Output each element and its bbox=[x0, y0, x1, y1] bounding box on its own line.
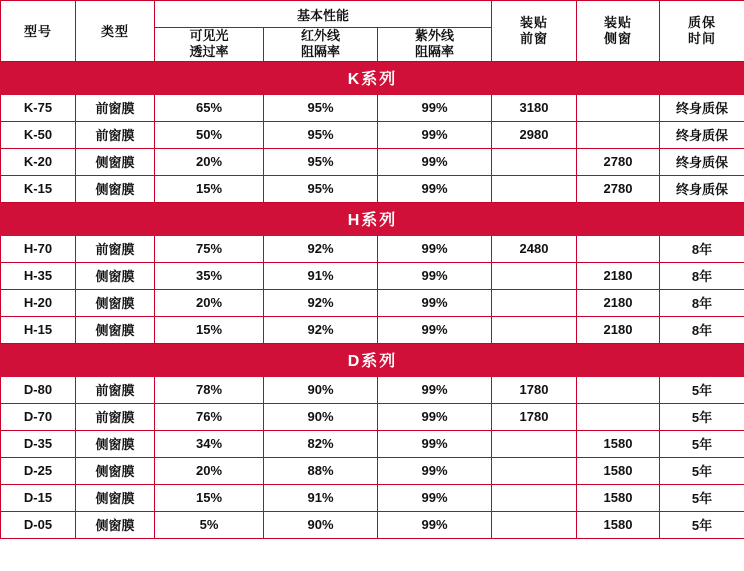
cell-type: 前窗膜 bbox=[76, 235, 155, 262]
cell-visible-light: 50% bbox=[155, 121, 264, 148]
cell-warranty: 终身质保 bbox=[660, 148, 744, 175]
cell-warranty: 8年 bbox=[660, 262, 744, 289]
cell-infrared: 92% bbox=[264, 316, 378, 343]
cell-warranty: 5年 bbox=[660, 457, 744, 484]
table-row bbox=[1, 316, 744, 343]
cell-warranty: 终身质保 bbox=[660, 94, 744, 121]
header-warranty-line2: 时间 bbox=[687, 30, 716, 46]
cell-side-window: 2180 bbox=[577, 262, 660, 289]
cell-visible-light: 34% bbox=[155, 430, 264, 457]
cell-type: 侧窗膜 bbox=[76, 316, 155, 343]
cell-infrared: 90% bbox=[264, 376, 378, 403]
cell-model: D-80 bbox=[1, 376, 76, 403]
header-infrared-line2: 阻隔率 bbox=[300, 44, 340, 60]
header-warranty-line1: 质保 bbox=[687, 14, 716, 30]
cell-type: 前窗膜 bbox=[76, 94, 155, 121]
cell-type: 前窗膜 bbox=[76, 121, 155, 148]
cell-type: 侧窗膜 bbox=[76, 262, 155, 289]
table-row bbox=[1, 235, 744, 262]
header-infrared bbox=[264, 28, 378, 62]
cell-model: H-15 bbox=[1, 316, 76, 343]
cell-model: H-70 bbox=[1, 235, 76, 262]
cell-front-window: 2480 bbox=[492, 235, 577, 262]
cell-front-window bbox=[492, 457, 577, 484]
table-row bbox=[1, 262, 744, 289]
header-front-window bbox=[492, 1, 577, 62]
cell-side-window bbox=[577, 121, 660, 148]
cell-ultraviolet: 99% bbox=[378, 289, 492, 316]
cell-visible-light: 35% bbox=[155, 262, 264, 289]
table-header bbox=[1, 1, 744, 62]
table-row bbox=[1, 175, 744, 202]
cell-visible-light: 15% bbox=[155, 175, 264, 202]
header-ultraviolet-line2: 阻隔率 bbox=[414, 44, 454, 60]
cell-warranty: 8年 bbox=[660, 289, 744, 316]
cell-visible-light: 15% bbox=[155, 316, 264, 343]
cell-infrared: 91% bbox=[264, 262, 378, 289]
cell-ultraviolet: 99% bbox=[378, 316, 492, 343]
header-side-window-line2: 侧窗 bbox=[603, 30, 632, 46]
table-body bbox=[1, 61, 744, 538]
cell-front-window: 3180 bbox=[492, 94, 577, 121]
cell-side-window: 2780 bbox=[577, 175, 660, 202]
header-ultraviolet bbox=[378, 28, 492, 62]
header-front-window-line2: 前窗 bbox=[519, 30, 548, 46]
cell-warranty: 终身质保 bbox=[660, 121, 744, 148]
cell-infrared: 92% bbox=[264, 289, 378, 316]
cell-type: 侧窗膜 bbox=[76, 175, 155, 202]
cell-ultraviolet: 99% bbox=[378, 511, 492, 538]
cell-front-window: 2980 bbox=[492, 121, 577, 148]
cell-ultraviolet: 99% bbox=[378, 235, 492, 262]
cell-warranty: 5年 bbox=[660, 376, 744, 403]
cell-warranty: 8年 bbox=[660, 316, 744, 343]
cell-visible-light: 20% bbox=[155, 289, 264, 316]
series-label: D系列 bbox=[1, 343, 744, 376]
cell-type: 侧窗膜 bbox=[76, 430, 155, 457]
header-side-window bbox=[577, 1, 660, 62]
cell-ultraviolet: 99% bbox=[378, 175, 492, 202]
cell-type: 前窗膜 bbox=[76, 376, 155, 403]
table-row bbox=[1, 94, 744, 121]
cell-side-window: 1580 bbox=[577, 457, 660, 484]
header-type: 类型 bbox=[76, 1, 155, 62]
cell-front-window bbox=[492, 484, 577, 511]
cell-type: 侧窗膜 bbox=[76, 484, 155, 511]
cell-warranty: 终身质保 bbox=[660, 175, 744, 202]
cell-infrared: 82% bbox=[264, 430, 378, 457]
cell-front-window bbox=[492, 511, 577, 538]
cell-warranty: 5年 bbox=[660, 430, 744, 457]
cell-ultraviolet: 99% bbox=[378, 148, 492, 175]
cell-model: K-75 bbox=[1, 94, 76, 121]
cell-visible-light: 20% bbox=[155, 457, 264, 484]
cell-front-window bbox=[492, 148, 577, 175]
cell-front-window: 1780 bbox=[492, 403, 577, 430]
cell-infrared: 95% bbox=[264, 94, 378, 121]
cell-model: K-50 bbox=[1, 121, 76, 148]
cell-model: K-20 bbox=[1, 148, 76, 175]
cell-ultraviolet: 99% bbox=[378, 430, 492, 457]
cell-model: D-05 bbox=[1, 511, 76, 538]
cell-visible-light: 65% bbox=[155, 94, 264, 121]
cell-ultraviolet: 99% bbox=[378, 94, 492, 121]
cell-type: 侧窗膜 bbox=[76, 148, 155, 175]
cell-front-window bbox=[492, 289, 577, 316]
table-row bbox=[1, 121, 744, 148]
table-row bbox=[1, 376, 744, 403]
cell-warranty: 8年 bbox=[660, 235, 744, 262]
cell-infrared: 95% bbox=[264, 148, 378, 175]
cell-visible-light: 75% bbox=[155, 235, 264, 262]
cell-type: 前窗膜 bbox=[76, 403, 155, 430]
cell-visible-light: 78% bbox=[155, 376, 264, 403]
series-header-row bbox=[1, 343, 744, 376]
cell-ultraviolet: 99% bbox=[378, 457, 492, 484]
header-visible-light bbox=[155, 28, 264, 62]
cell-model: H-35 bbox=[1, 262, 76, 289]
cell-infrared: 90% bbox=[264, 403, 378, 430]
cell-type: 侧窗膜 bbox=[76, 289, 155, 316]
series-header-row bbox=[1, 202, 744, 235]
cell-side-window: 1580 bbox=[577, 484, 660, 511]
header-basic-performance: 基本性能 bbox=[155, 1, 492, 28]
cell-visible-light: 15% bbox=[155, 484, 264, 511]
table-row bbox=[1, 289, 744, 316]
cell-side-window: 2780 bbox=[577, 148, 660, 175]
cell-side-window: 2180 bbox=[577, 316, 660, 343]
cell-model: D-15 bbox=[1, 484, 76, 511]
cell-warranty: 5年 bbox=[660, 403, 744, 430]
cell-front-window bbox=[492, 316, 577, 343]
cell-model: D-70 bbox=[1, 403, 76, 430]
series-label: K系列 bbox=[1, 61, 744, 94]
cell-type: 侧窗膜 bbox=[76, 511, 155, 538]
cell-visible-light: 20% bbox=[155, 148, 264, 175]
cell-ultraviolet: 99% bbox=[378, 376, 492, 403]
table-row bbox=[1, 148, 744, 175]
cell-side-window bbox=[577, 403, 660, 430]
header-warranty bbox=[660, 1, 744, 62]
cell-warranty: 5年 bbox=[660, 511, 744, 538]
cell-infrared: 95% bbox=[264, 121, 378, 148]
cell-ultraviolet: 99% bbox=[378, 262, 492, 289]
cell-visible-light: 5% bbox=[155, 511, 264, 538]
cell-ultraviolet: 99% bbox=[378, 484, 492, 511]
cell-infrared: 92% bbox=[264, 235, 378, 262]
cell-infrared: 91% bbox=[264, 484, 378, 511]
header-ultraviolet-line1: 紫外线 bbox=[414, 28, 454, 43]
header-visible-light-line2: 透过率 bbox=[189, 44, 229, 60]
header-visible-light-line1: 可见光 bbox=[189, 28, 229, 43]
cell-infrared: 90% bbox=[264, 511, 378, 538]
header-infrared-line1: 红外线 bbox=[300, 28, 340, 43]
table-row bbox=[1, 511, 744, 538]
header-front-window-line1: 装贴 bbox=[519, 14, 548, 30]
table-row bbox=[1, 484, 744, 511]
cell-type: 侧窗膜 bbox=[76, 457, 155, 484]
cell-front-window bbox=[492, 430, 577, 457]
cell-ultraviolet: 99% bbox=[378, 403, 492, 430]
cell-side-window bbox=[577, 94, 660, 121]
series-label: H系列 bbox=[1, 202, 744, 235]
cell-model: K-15 bbox=[1, 175, 76, 202]
cell-model: D-25 bbox=[1, 457, 76, 484]
cell-visible-light: 76% bbox=[155, 403, 264, 430]
cell-front-window bbox=[492, 262, 577, 289]
cell-side-window: 2180 bbox=[577, 289, 660, 316]
cell-infrared: 88% bbox=[264, 457, 378, 484]
cell-warranty: 5年 bbox=[660, 484, 744, 511]
series-header-row bbox=[1, 61, 744, 94]
table-row bbox=[1, 430, 744, 457]
cell-side-window bbox=[577, 376, 660, 403]
cell-side-window bbox=[577, 235, 660, 262]
cell-side-window: 1580 bbox=[577, 430, 660, 457]
header-model: 型号 bbox=[1, 1, 76, 62]
table-row bbox=[1, 403, 744, 430]
cell-ultraviolet: 99% bbox=[378, 121, 492, 148]
cell-model: H-20 bbox=[1, 289, 76, 316]
cell-front-window bbox=[492, 175, 577, 202]
cell-model: D-35 bbox=[1, 430, 76, 457]
table-row bbox=[1, 457, 744, 484]
cell-front-window: 1780 bbox=[492, 376, 577, 403]
header-side-window-line1: 装贴 bbox=[603, 14, 632, 30]
cell-side-window: 1580 bbox=[577, 511, 660, 538]
cell-infrared: 95% bbox=[264, 175, 378, 202]
header-row-top bbox=[1, 1, 744, 28]
